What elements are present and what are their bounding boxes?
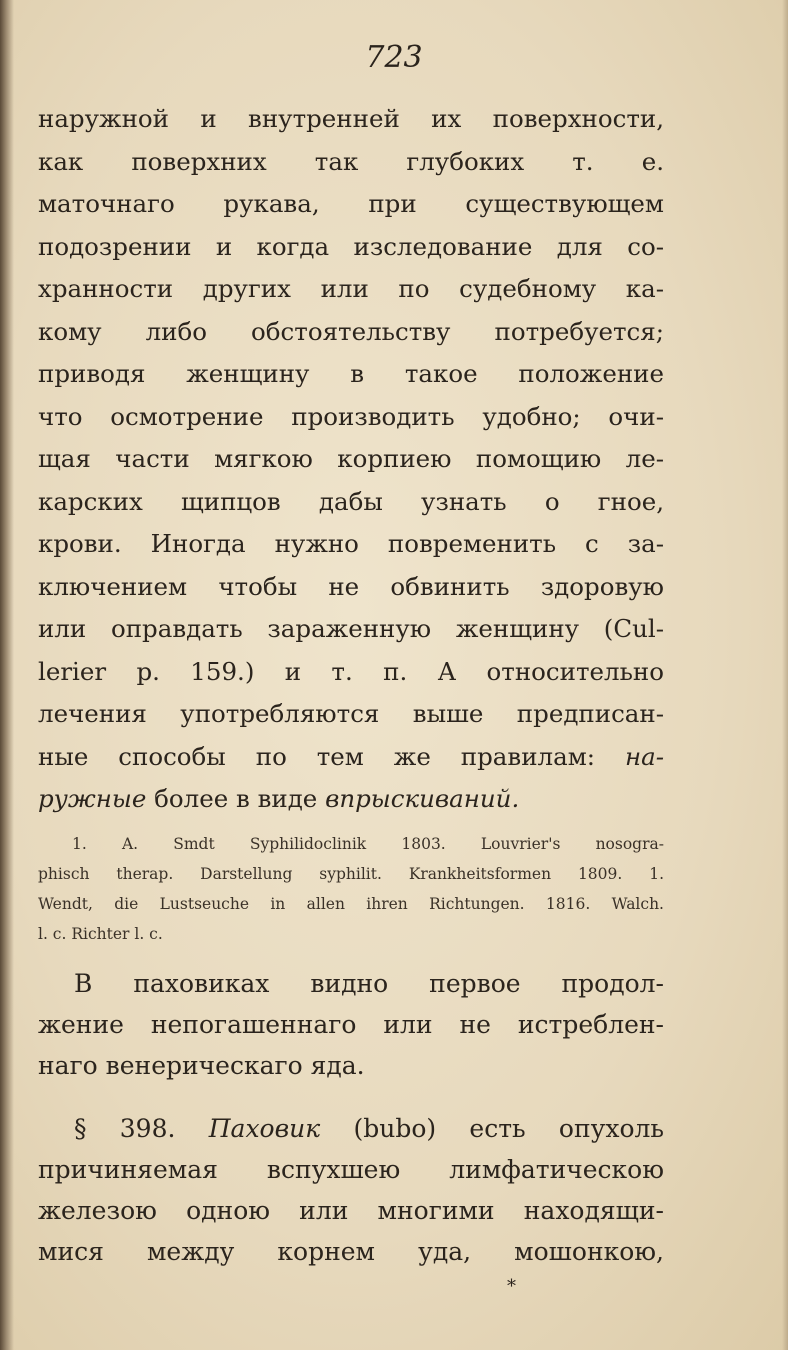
- italic-segment: ружные: [38, 784, 147, 813]
- text-line: маточнаго рукава, при существующем: [38, 189, 664, 218]
- italic-segment: впрыскиваний.: [325, 784, 520, 813]
- text-line: жение непогашеннаго или не истреблен-: [38, 1009, 664, 1039]
- paragraph-2: [38, 963, 664, 1086]
- text-line: ключением чтобы не обвинить здоровую: [38, 571, 664, 601]
- paragraph-3: [38, 1108, 664, 1272]
- footnote-line: l. c. Richter l. c.: [38, 924, 163, 943]
- text-line: железою одною или многими находящи-: [38, 1195, 664, 1225]
- text-line-mixed: [38, 778, 664, 821]
- text-line: мися между корнем уда, мошонкою,: [38, 1236, 664, 1266]
- text-line-mixed: [38, 736, 664, 779]
- text-line: крови. Иногда нужно повременить с за-: [38, 529, 664, 558]
- text-line: хранности других или по судебному ка-: [38, 274, 664, 303]
- text-line: или оправдать зараженную женщину (Cul-: [38, 614, 664, 643]
- page-gutter: [0, 0, 14, 1350]
- page-edge: [782, 0, 788, 1350]
- text-segment: (bubo) есть опухоль: [353, 1113, 664, 1143]
- text-line: подозрении и когда изследование для со-: [38, 231, 664, 261]
- text-line: карских щипцов дабы узнать о гное,: [38, 486, 664, 516]
- body-text: [38, 98, 664, 1272]
- text-line: приводя женщину в такое положение: [38, 359, 664, 388]
- text-line: что осмотрение производить удобно; очи-: [38, 401, 664, 431]
- text-line: как поверхних так глубоких т. е.: [38, 146, 664, 176]
- text-line: кому либо обстоятельству потребуется;: [38, 316, 664, 346]
- text-line-mixed: [38, 1108, 664, 1149]
- section-term: Паховик: [208, 1113, 321, 1143]
- footnotes: [38, 829, 664, 949]
- text-line: лечения употребляются выше предписан-: [38, 699, 664, 728]
- text-line: lerier p. 159.) и т. п. А относительно: [38, 656, 664, 686]
- text-line: причиняемая вспухшею лимфатическою: [38, 1154, 664, 1184]
- text-line: наружной и внутренней их поверхности,: [38, 104, 664, 133]
- text-line: наго венерическаго яда.: [38, 1050, 365, 1080]
- text-line: В паховиках видно первое продол-: [74, 968, 664, 998]
- section-number: § 398.: [74, 1113, 176, 1143]
- footnote-line: phisch therap. Darstellung syphilit. Krankheitsformen 1809. 1.: [38, 864, 664, 883]
- paragraph-1: [38, 98, 664, 821]
- italic-segment: на-: [624, 741, 664, 771]
- text-segment: более в виде: [154, 784, 318, 813]
- text-line: щая части мягкою корпиею помощию ле-: [38, 444, 664, 473]
- catchword: *: [507, 1276, 516, 1297]
- text-segment: ные способы по тем же правилам:: [38, 741, 596, 771]
- page-number: 723: [365, 40, 423, 75]
- footnote-line: Wendt, die Lustseuche in allen ihren Richtungen. 1816. Walch.: [38, 894, 664, 913]
- footnote-line: 1. A. Smdt Syphilidoclinik 1803. Louvrier's nosogra-: [72, 834, 664, 853]
